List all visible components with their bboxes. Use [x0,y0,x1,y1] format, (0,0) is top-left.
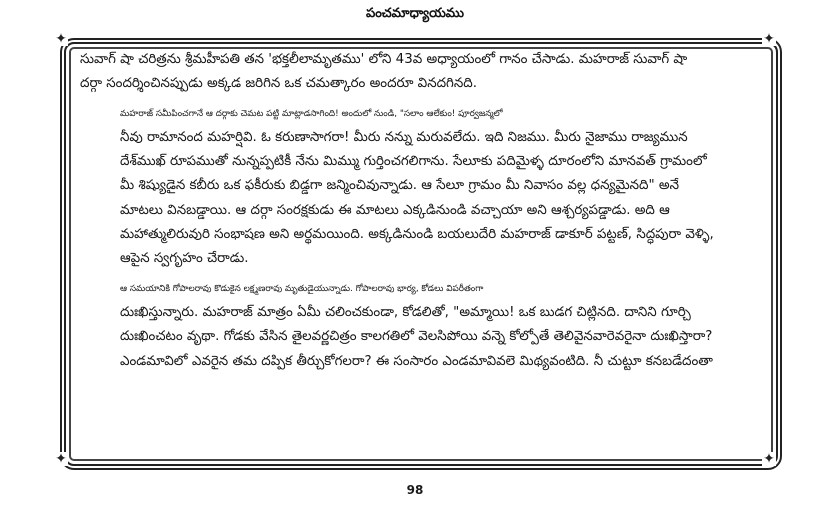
text-line: నీవు రామానంద మహర్షివి. ఓ కరుణాసాగరా! మీరు నన్ను మరువలేదు. ఇది నిజము. మీరు నైజాము రాజ్యమున [120,129,688,145]
text-line: దేశ్‌ముఖ్ రూపముతో నున్నప్పటికీ నేను మిమ్ము గుర్తించగలిగాను. సేలూకు పదిమైళ్ళ దూరంలోని మానవత్ గ్రామంలో [120,154,707,170]
paragraph-3 [80,277,756,374]
text-line: దుఃఖిస్తున్నారు. మహరాజ్ మాత్రం ఏమీ చలించకుండా, కోడలితో, "అమ్మాయి! ఒక బుడగ చిట్లినది. దానిని గూర్చి [120,304,691,320]
paragraph-2 [80,102,756,272]
text-line: మాటలు వినబడ్డాయి. ఆ దర్గా సంరక్షకుడు ఈ మాటలు ఎక్కడినుండి వచ్చాయా అని ఆశ్చర్యపడ్డాడు. అది ఆ [120,202,670,218]
text-line: ఆపైన స్వగృహం చేరాడు. [120,251,249,267]
text-line: ఆ సమయానికి గోపాలరావు కొడుకైన లక్ష్మణరావు మృతుడైయున్నాడు. గోపాలరావు భార్య, కోడలు విపరీతంగా [120,283,484,294]
corner-ornament-icon: ✦ [55,451,67,467]
page-body [80,48,756,452]
page-number: 98 [406,483,424,497]
text-line: దర్గా సందర్శించినప్పుడు అక్కడ జరిగిన ఒక చమత్కారం అందరూ వినదగినది. [80,76,477,92]
corner-ornament-icon: ✦ [55,31,67,47]
paragraph-1 [80,48,756,97]
running-head: పంచమాధ్యాయము [365,6,465,21]
text-line: మీ శిష్యుడైన కబీరు ఒక ఫకీరుకు బిడ్డగా జన్మించివున్నాడు. ఆ సేలూ గ్రామం మీ నివాసం వల్ల ధన్యమైనది" అనే [120,178,680,194]
corner-ornament-icon: ✦ [763,31,775,47]
corner-ornament-icon: ✦ [763,451,775,467]
text-line: మహరాజ్ సమీపించగానే ఆ దర్గాకు చెమట పట్టి మాట్లాడసాగింది! అందులో నుండి, "సలాం ఆలేకుం! పూర్వజన్మలో [120,108,503,119]
text-line: మహాత్ములిరువురి సంభాషణ అని అర్థమయింది. అక్కడినుండి బయలుదేరి మహరాజ్ డాకూర్ పట్టణ్, సిద్ధపురా వెళ్ళి, [120,227,714,243]
text-line: సువాగ్ షా చరిత్రను శ్రీమహీపతి తన 'భక్తలీలామృతము' లోని 43వ అధ్యాయంలో గానం చేసాడు. మహరాజ్ సువాగ్ షా [80,52,688,67]
text-line: ఎండమావిలో ఎవరైన తమ దప్పిక తీర్చుకోగలరా? ఈ సంసారం ఎండమావివలె మిథ్యవంటిది. నీ చుట్టూ కనబడేదంతా [120,353,713,369]
text-line: దుఃఖించటం వృథా. గోడకు వేసిన తైలవర్ణచిత్రం కాలగతిలో వెలసిపోయి వన్నె కోల్పోతే తెలివైనవారెవరైనా దుఃఖిస్తారా? [120,329,713,345]
